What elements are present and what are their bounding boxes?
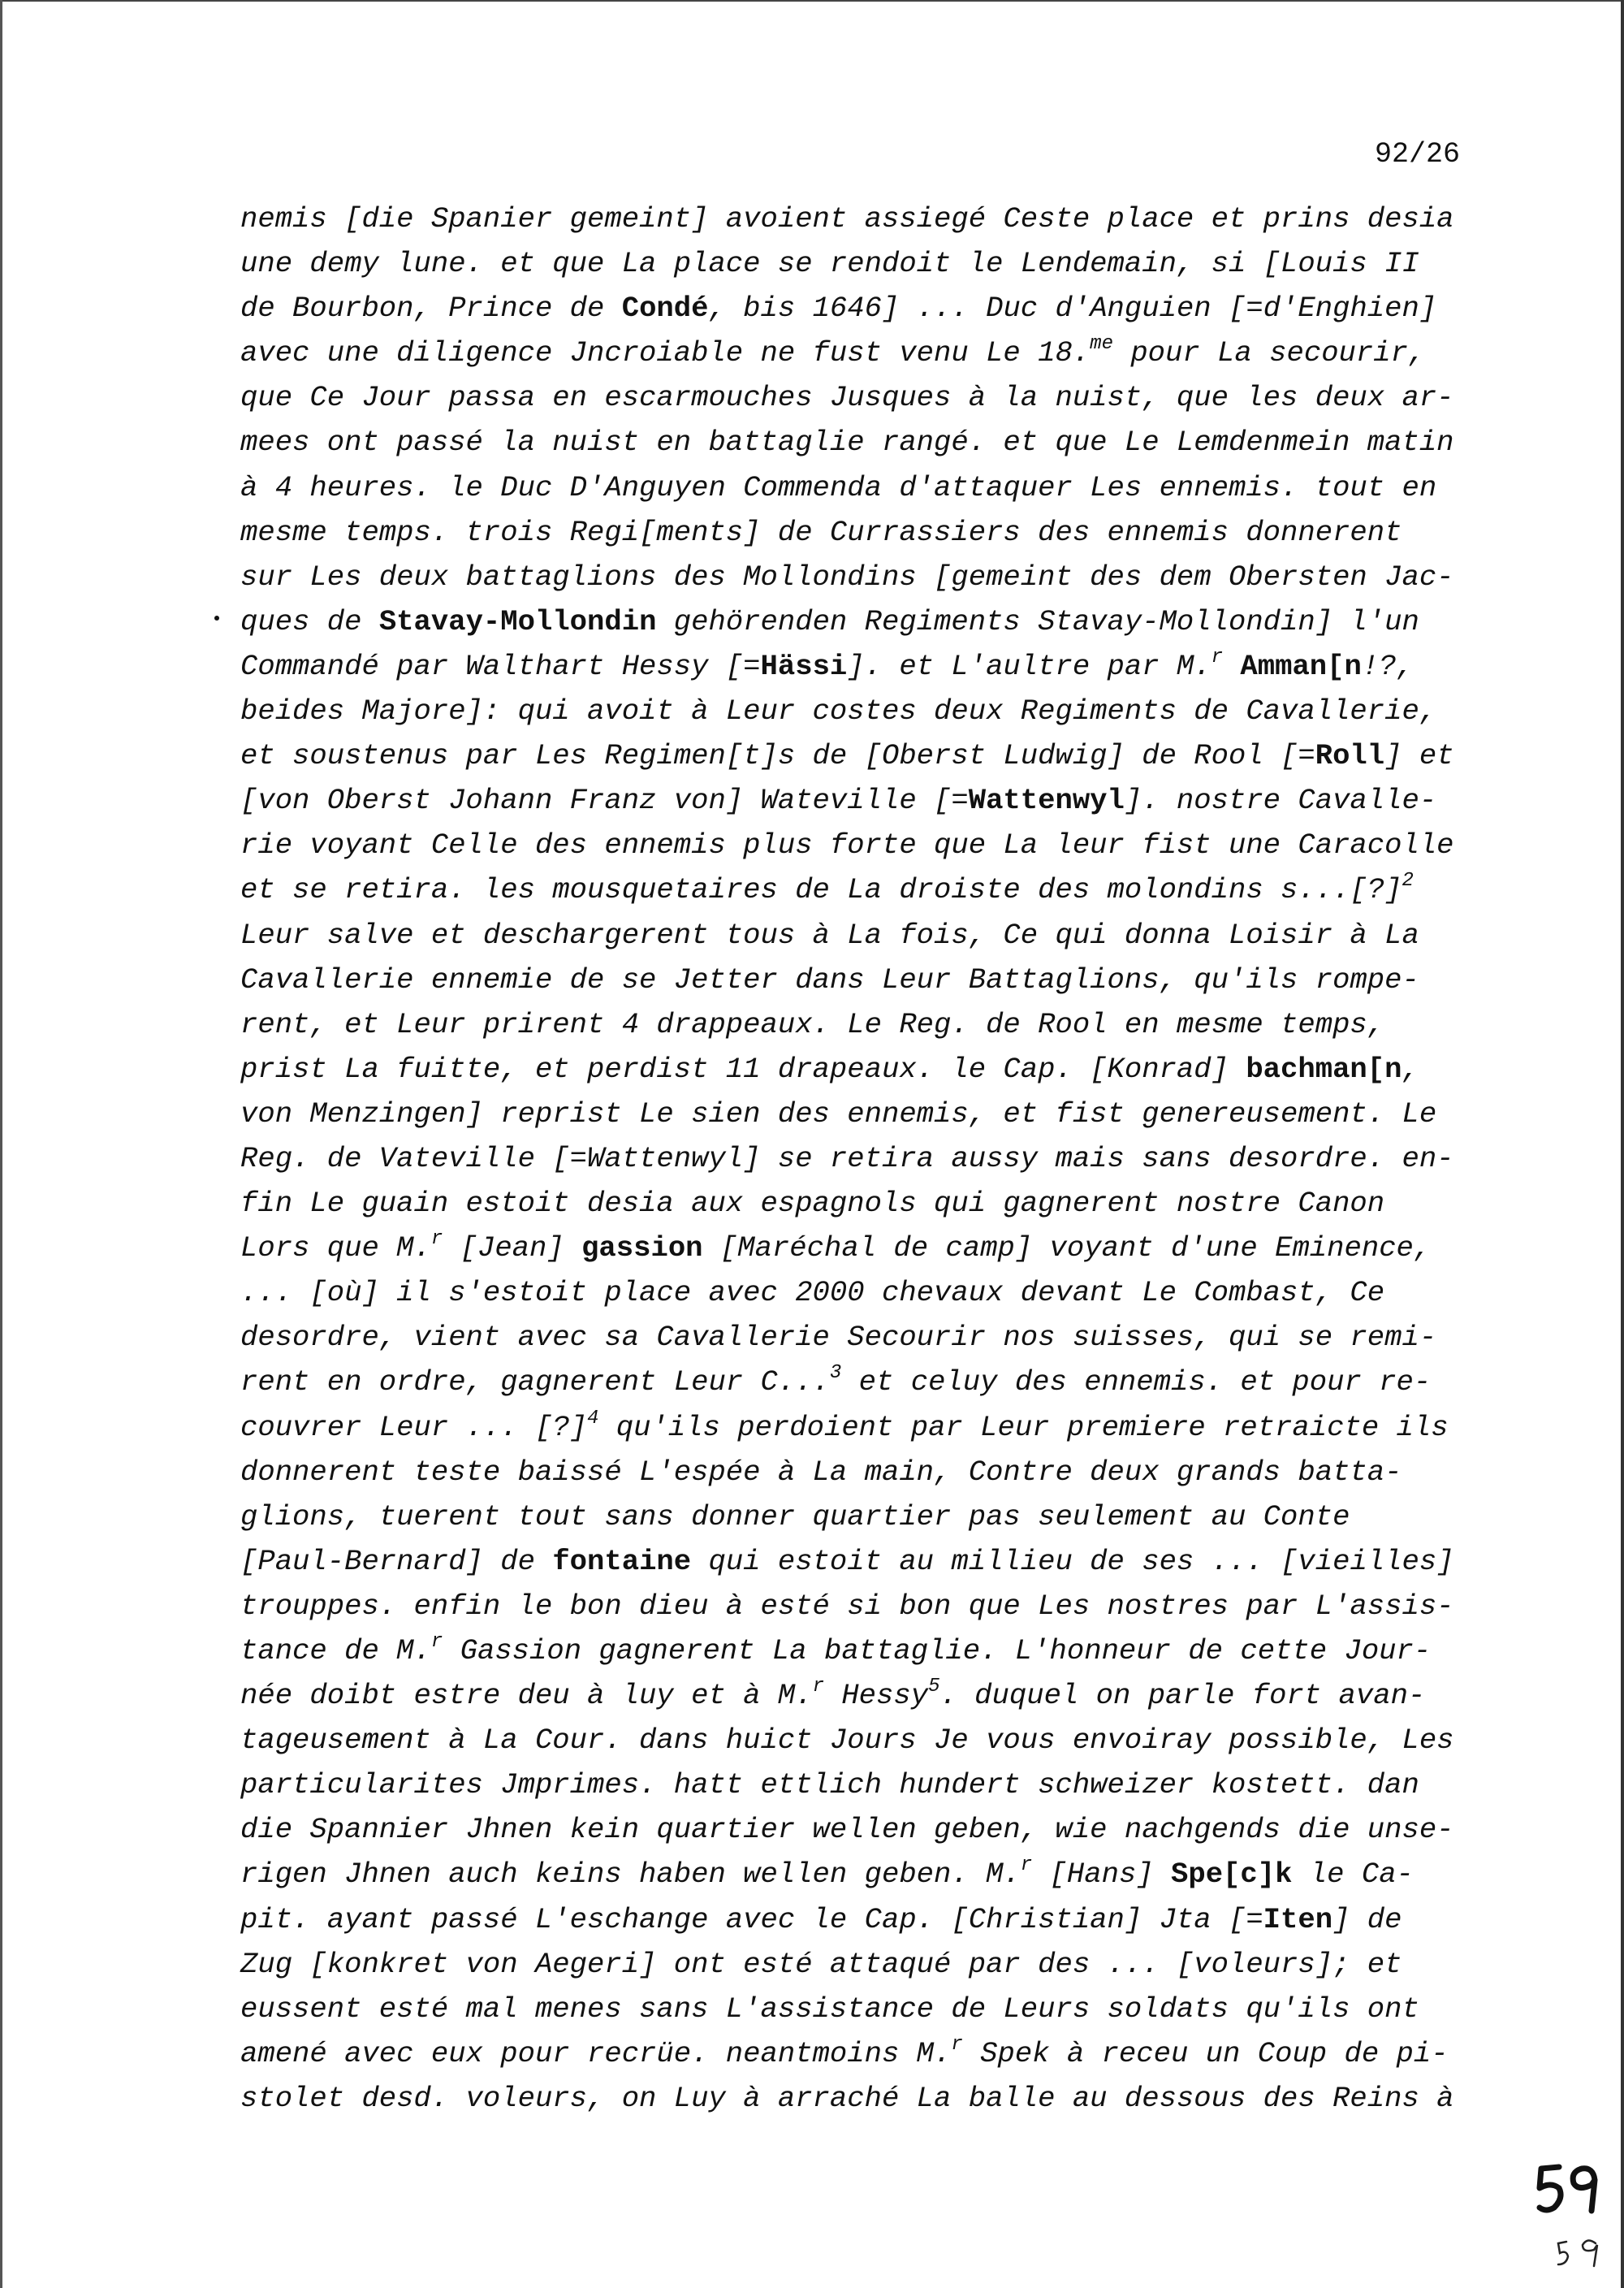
text-run: pit. ayant passé L'eschange avec le Cap. [Christian] Jta [= xyxy=(240,1902,1263,1936)
text-line xyxy=(240,241,1491,286)
text-run: ... [où] il s'estoit place avec 2000 chevaux devant Le Combast, Ce xyxy=(240,1276,1385,1310)
text-run: [Jean] xyxy=(443,1231,582,1265)
text-line xyxy=(240,1092,1491,1136)
text-run: ques de xyxy=(240,604,379,638)
text-run: à 4 heures. le Duc D'Anguyen Commenda d'attaquer Les ennemis. tout en xyxy=(240,470,1437,504)
text-run: trouppes. enfin le bon dieu à esté si bon que Les nostres par L'assis- xyxy=(240,1589,1454,1623)
text-run: que Ce Jour passa en escarmouches Jusques à la nuist, que les deux ar- xyxy=(240,381,1454,415)
text-line xyxy=(240,1987,1491,2031)
text-run: [Maréchal de camp] voyant d'une Eminence, xyxy=(702,1231,1432,1265)
text-run: Hessy xyxy=(823,1679,929,1713)
text-line xyxy=(240,2031,1491,2076)
text-line xyxy=(240,1226,1491,1270)
text-run: avec une diligence Jncroiable ne fust venu Le 18. xyxy=(240,336,1091,370)
text-run: Spek à receu un Coup de pi- xyxy=(962,2036,1449,2070)
footnote-superscript: r xyxy=(812,1676,824,1698)
text-run: [Hans] xyxy=(1032,1858,1171,1892)
text-run: donnerent teste baissé L'espée à La main, Contre deux grands batta- xyxy=(240,1455,1402,1489)
text-line xyxy=(240,867,1491,912)
text-line xyxy=(240,1942,1491,1987)
footnote-superscript: me xyxy=(1090,333,1113,356)
text-line xyxy=(240,465,1491,510)
text-run: Lors que M. xyxy=(240,1231,431,1265)
bold-name: Condé xyxy=(621,292,709,326)
bold-name: fontaine xyxy=(552,1544,692,1578)
text-run: qui estoit au millieu de ses ... [vieilles] xyxy=(691,1544,1454,1578)
text-run: , xyxy=(1402,1052,1419,1086)
text-run: mees ont passé la nuist en battaglie rangé. et que Le Lemdenmein matin xyxy=(240,426,1454,460)
text-run: !?, xyxy=(1361,649,1414,683)
text-run: et celuy des ennemis. et pour re- xyxy=(841,1365,1432,1399)
text-run: Commandé par Walthart Hessy [= xyxy=(240,649,761,683)
text-line xyxy=(240,1270,1491,1315)
bold-name: Amman[n xyxy=(1240,649,1362,683)
text-line xyxy=(240,197,1491,241)
bold-name: Iten xyxy=(1263,1902,1333,1936)
text-run: mesme temps. trois Regi[ments] de Currassiers des ennemis donnerent xyxy=(240,515,1402,549)
text-line xyxy=(240,1315,1491,1360)
text-run: ] de xyxy=(1332,1902,1402,1936)
text-run: gehörenden Regiments Stavay-Mollondin] l'un xyxy=(656,604,1419,638)
text-run: [Paul-Bernard] de xyxy=(240,1544,553,1578)
text-line xyxy=(240,599,1491,644)
footnote-superscript: 3 xyxy=(829,1362,842,1385)
text-line xyxy=(240,1807,1491,1852)
handwritten-folio-mark xyxy=(1535,2160,1600,2217)
text-run: rigen Jhnen auch keins haben wellen geben. M. xyxy=(240,1858,1021,1892)
text-run: sur Les deux battaglions des Mollondins [gemeint des dem Obersten Jac- xyxy=(240,560,1454,594)
footnote-superscript: r xyxy=(1020,1854,1033,1877)
text-run: , bis 1646] ... Duc d'Anguien [=d'Enghien] xyxy=(708,292,1437,326)
footnote-superscript: r xyxy=(1211,646,1224,668)
text-run: Gassion gagnerent La battaglie. L'honneur de cette Jour- xyxy=(443,1634,1432,1667)
text-run: Reg. de Vateville [=Wattenwyl] se retira aussy mais sans desordre. en- xyxy=(240,1141,1454,1175)
text-line xyxy=(240,1494,1491,1539)
text-run: qu'ils perdoient par Leur premiere retraicte ils xyxy=(598,1410,1449,1444)
text-run: et se retira. les mousquetaires de La droiste des molondins s...[?] xyxy=(240,873,1402,907)
text-line xyxy=(240,1628,1491,1673)
bold-name: Roll xyxy=(1315,739,1385,773)
text-run: rie voyant Celle des ennemis plus forte que La leur fist une Caracolle xyxy=(240,828,1454,863)
text-run: ]. nostre Cavalle- xyxy=(1124,784,1437,818)
text-line xyxy=(240,1584,1491,1628)
text-run: de Bourbon, Prince de xyxy=(240,292,622,326)
text-run: von Menzingen] reprist Le sien des ennemis, et fist genereusement. Le xyxy=(240,1096,1437,1131)
text-run: tance de M. xyxy=(240,1634,431,1667)
bold-name: Hässi xyxy=(760,649,848,683)
text-run: née doibt estre deu à luy et à M. xyxy=(240,1679,813,1713)
text-run: Leur salve et deschargerent tous à La fois, Ce qui donna Loisir à La xyxy=(240,918,1419,952)
bold-name: Spe[c]k xyxy=(1171,1858,1293,1892)
text-line xyxy=(240,1450,1491,1494)
text-run xyxy=(1223,650,1240,683)
text-run: nemis [die Spanier gemeint] avoient assiegé Ceste place et prins desia xyxy=(240,202,1454,236)
text-run: pour La secourir, xyxy=(1112,336,1426,370)
margin-dot xyxy=(214,616,219,621)
text-line xyxy=(240,778,1491,823)
text-line xyxy=(240,1360,1491,1404)
text-run: [von Oberst Johann Franz von] Wateville [= xyxy=(240,784,969,818)
footnote-superscript: 2 xyxy=(1402,870,1414,893)
text-run: amené avec eux pour recrüe. neantmoins M. xyxy=(240,2036,952,2070)
scan-left-edge xyxy=(0,0,2,2288)
text-run: die Spannier Jhnen kein quartier wellen geben, wie nachgends die unse- xyxy=(240,1813,1454,1847)
text-line xyxy=(240,823,1491,867)
page-number: 92/26 xyxy=(1375,138,1461,171)
bold-name: gassion xyxy=(581,1231,703,1265)
text-line xyxy=(240,1136,1491,1181)
text-line xyxy=(240,1852,1491,1897)
text-run: fin Le guain estoit desia aux espagnols qui gagnerent nostre Canon xyxy=(240,1187,1385,1221)
text-run: rent en ordre, gagnerent Leur C... xyxy=(240,1365,830,1399)
footnote-superscript: 5 xyxy=(928,1676,940,1698)
text-line xyxy=(240,375,1491,420)
text-line xyxy=(240,1718,1491,1762)
text-line xyxy=(240,958,1491,1002)
text-run: couvrer Leur ... [?] xyxy=(240,1410,588,1444)
text-run: une demy lune. et que La place se rendoit le Lendemain, si [Louis II xyxy=(240,247,1419,281)
text-line xyxy=(240,555,1491,599)
scan-top-edge xyxy=(0,0,1624,2)
text-line xyxy=(240,1002,1491,1047)
bold-name: Wattenwyl xyxy=(968,784,1125,818)
bold-name: bachman[n xyxy=(1246,1052,1402,1086)
text-run: desordre, vient avec sa Cavallerie Secourir nos suisses, qui se remi- xyxy=(240,1321,1437,1355)
text-line xyxy=(240,1539,1491,1584)
text-run: prist La fuitte, et perdist 11 drapeaux. le Cap. [Konrad] xyxy=(240,1052,1246,1086)
text-line xyxy=(240,733,1491,778)
text-run: stolet desd. voleurs, on Luy à arraché La balle au dessous des Reins à xyxy=(240,2081,1454,2115)
text-run: ]. et L'aultre par M. xyxy=(847,649,1212,683)
transcription-body xyxy=(240,197,1491,2121)
text-run: eussent esté mal menes sans L'assistance de Leurs soldats qu'ils ont xyxy=(240,1992,1419,2026)
text-run: particularites Jmprimes. hatt ettlich hundert schweizer kostett. dan xyxy=(240,1768,1419,1802)
text-line xyxy=(240,1405,1491,1450)
text-run: Zug [konkret von Aegeri] ont esté attaqué par des ... [voleurs]; et xyxy=(240,1947,1402,1981)
text-line xyxy=(240,1762,1491,1807)
text-line xyxy=(240,644,1491,689)
text-line xyxy=(240,1897,1491,1942)
text-run: beides Majore]: qui avoit à Leur costes deux Regiments de Cavallerie, xyxy=(240,694,1437,729)
text-line xyxy=(240,1047,1491,1092)
footnote-superscript: r xyxy=(430,1631,443,1653)
text-run: et soustenus par Les Regimen[t]s de [Oberst Ludwig] de Rool [= xyxy=(240,739,1315,773)
text-run: ] et xyxy=(1384,739,1454,773)
footnote-superscript: r xyxy=(951,2033,963,2056)
text-run: . duquel on parle fort avan- xyxy=(939,1679,1426,1713)
text-line xyxy=(240,420,1491,465)
text-line xyxy=(240,2076,1491,2121)
text-line xyxy=(240,1181,1491,1226)
footnote-superscript: 4 xyxy=(587,1407,599,1429)
text-run: le Ca- xyxy=(1292,1858,1414,1892)
text-run: Cavallerie ennemie de se Jetter dans Leur Battaglions, qu'ils rompe- xyxy=(240,962,1419,997)
footnote-superscript: r xyxy=(430,1228,443,1251)
text-line xyxy=(240,286,1491,331)
scan-right-edge xyxy=(1621,0,1624,2288)
text-run: glions, tuerent tout sans donner quartier pas seulement au Conte xyxy=(240,1499,1350,1533)
bold-name: Stavay-Mollondin xyxy=(378,604,657,638)
text-run: tageusement à La Cour. dans huict Jours Je vous envoiray possible, Les xyxy=(240,1724,1454,1758)
text-run: rent, et Leur prirent 4 drappeaux. Le Reg. de Rool en mesme temps, xyxy=(240,1007,1385,1041)
text-line xyxy=(240,689,1491,733)
text-line xyxy=(240,1673,1491,1718)
handwritten-pencil-mark xyxy=(1555,2234,1604,2270)
text-line xyxy=(240,510,1491,555)
text-line xyxy=(240,331,1491,375)
text-line xyxy=(240,913,1491,958)
